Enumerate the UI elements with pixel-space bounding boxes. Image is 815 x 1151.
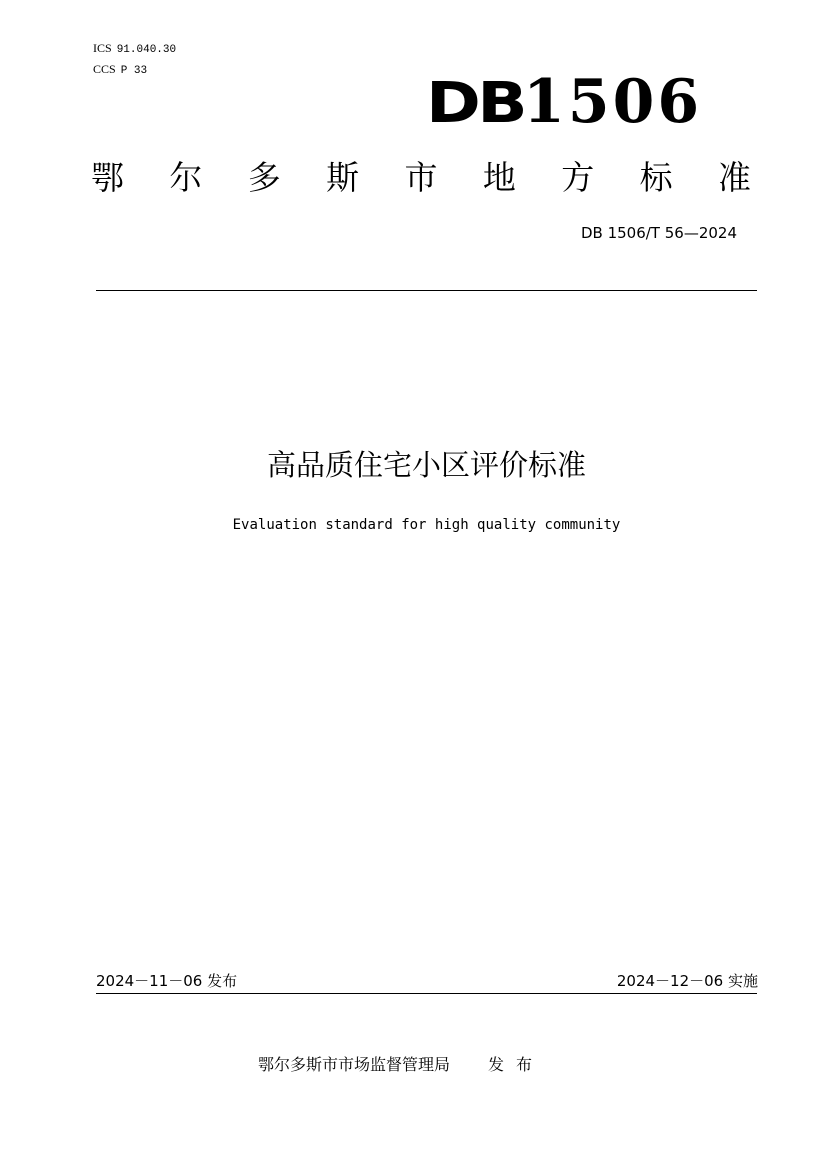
issuer-band-char: 鄂 bbox=[91, 158, 124, 197]
standard-number: DB 1506/T 56—2024 bbox=[580, 224, 737, 242]
publisher-action: 发布 bbox=[488, 1055, 545, 1074]
issuer-band-char: 斯 bbox=[326, 158, 360, 197]
implement-date: 2024－12－06 实施 bbox=[616, 972, 758, 990]
ics-label: ICS bbox=[93, 41, 112, 55]
publish-date: 2024－11－06 发布 bbox=[96, 972, 238, 990]
standard-mark-region-code: 1506 bbox=[523, 67, 703, 137]
issuer-band-char: 准 bbox=[718, 158, 751, 197]
issuer-band-char: 尔 bbox=[169, 158, 203, 197]
publisher-name: 鄂尔多斯市市场监督管理局 bbox=[258, 1055, 451, 1074]
standard-mark bbox=[426, 67, 703, 137]
bottom-divider bbox=[96, 993, 757, 994]
ccs-label: CCS bbox=[93, 62, 116, 76]
title-chinese: 高品质住宅小区评价标准 bbox=[266, 448, 586, 482]
ccs-classification bbox=[93, 62, 147, 78]
issuer-band-char: 多 bbox=[247, 158, 281, 197]
standard-mark-prefix: DB bbox=[426, 71, 525, 136]
ccs-code: P 33 bbox=[120, 65, 148, 77]
issuer-band-title bbox=[91, 158, 751, 198]
issuer-band-char: 市 bbox=[404, 158, 438, 197]
issuer-band-char: 方 bbox=[561, 158, 595, 197]
publisher-line bbox=[258, 1054, 544, 1076]
ics-code: 91.040.30 bbox=[116, 44, 177, 56]
issuer-band-char: 地 bbox=[482, 158, 516, 197]
issuer-band-char: 标 bbox=[639, 158, 673, 197]
top-divider bbox=[96, 290, 757, 291]
title-english: Evaluation standard for high quality community bbox=[232, 517, 621, 533]
ics-classification bbox=[93, 41, 176, 57]
